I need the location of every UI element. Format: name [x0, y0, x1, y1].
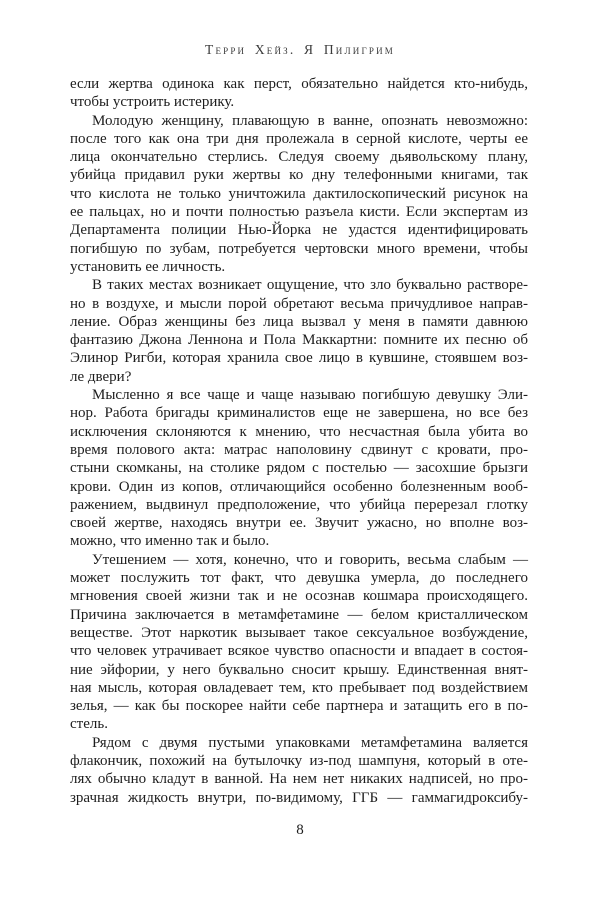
text-line: Молодую женщину, плавающую в ванне, опознать невозможно: [92, 112, 528, 129]
text-line: флакончик, похожий на бутылочку из-под шампуня, который в оте- [70, 752, 528, 769]
text-line: лях обычно кладут в ванной. На нем нет никаких надписей, но про- [70, 771, 528, 788]
text-line: Причина заключается в метамфетамине — белом кристаллическом [70, 606, 528, 623]
text-line: после того как она три дня пролежала в серной кислоте, черты ее [70, 130, 528, 147]
text-line: время полового акта: матрас наполовину сдвинут с кровати, про- [70, 441, 528, 458]
text-line: лица окончательно стерлись. Следуя своему дьявольскому плану, [70, 149, 528, 166]
text-line: Элинор Ригби, которая хранила свое лицо в кувшине, стоявшем воз- [70, 350, 528, 367]
text-line: чтобы устроить истерику. [70, 94, 235, 111]
text-line: Департамента полиции Нью-Йорка не удастся идентифицировать [70, 222, 528, 239]
text-line: если жертва одинока как перст, обязательно найдется кто-нибудь, [70, 76, 528, 92]
text-line: мгновения своей жизни так и не осознав кошмара происходящего. [70, 588, 528, 605]
text-line: что кислота не только уничтожила дактилоскопический рисунок на [70, 185, 528, 202]
text-line: стыни скомканы, на столике рядом с постелью — засохшие брызги [70, 460, 528, 477]
text-line: Рядом с двумя пустыми упаковками метамфетамина валяется [92, 734, 528, 751]
text-line: может послужить тот факт, что девушка умерла, до последнего [70, 570, 528, 587]
text-line: можно, что именно так и было. [70, 533, 270, 550]
text-line: зрачная жидкость внутри, по-видимому, ГГБ — гаммагидроксибу- [70, 789, 528, 806]
text-line: фантазию Джона Леннона и Пола Маккартни: помните их песню об [70, 332, 528, 349]
text-line: ее пальцах, но и почти полностью разъела кисти. Если экспертам из [70, 204, 528, 221]
text-line: веществе. Этот наркотик вызывает такое сексуальное возбуждение, [70, 624, 528, 641]
text-line: крови. Один из копов, отличающийся особенно болезненным вооб- [70, 478, 528, 495]
text-line: исключения склоняются к мнению, что несчастная была убита во [70, 423, 528, 440]
text-line: убийца придавил руки жертвы ко дну телефонными книгами, так [70, 167, 528, 184]
text-line: В таких местах возникает ощущение, что зло буквально растворе- [92, 277, 528, 294]
text-line: нор. Работа бригады криминалистов еще не завершена, но все без [70, 405, 528, 422]
page-number: 8 [296, 822, 304, 838]
text-line: зелья, — как бы поскорее найти себе партнера и затащить его в по- [70, 698, 528, 715]
text-line: ражением, выдвинул предположение, что убийца перерезал глотку [70, 496, 528, 513]
text-line: Мысленно я все чаще и чаще называю погибшую девушку Эли- [92, 387, 528, 404]
text-line: ная мысль, которая овладевает тем, кто пребывает под воздействием [70, 679, 528, 696]
text-line: стель. [70, 716, 108, 733]
text-line: своей жертве, находясь внутри ее. Звучит ужасно, но вполне воз- [70, 515, 528, 532]
text-line: установить ее личность. [70, 258, 226, 275]
text-line: ние эйфории, у него буквально сносит крышу. Единственная внят- [70, 661, 528, 678]
text-line: Утешением — хотя, конечно, что и говорить, весьма слабым — [92, 551, 528, 568]
text-line: погибшую по зубам, потребуется чертовски много времени, чтобы [70, 240, 528, 257]
body-text [70, 75, 528, 807]
text-line: ле двери? [70, 368, 132, 385]
text-line: что человек утрачивает всякое чувство опасности и впадает в состоя- [70, 643, 528, 660]
text-line: ление. Образ женщины без лица вызвал у меня в памяти давнюю [70, 313, 528, 330]
text-line: но в воздухе, и мысли порой обретают весьма причудливое направ- [70, 295, 528, 312]
running-head: Терри Хейз. Я Пилигрим [205, 42, 395, 57]
